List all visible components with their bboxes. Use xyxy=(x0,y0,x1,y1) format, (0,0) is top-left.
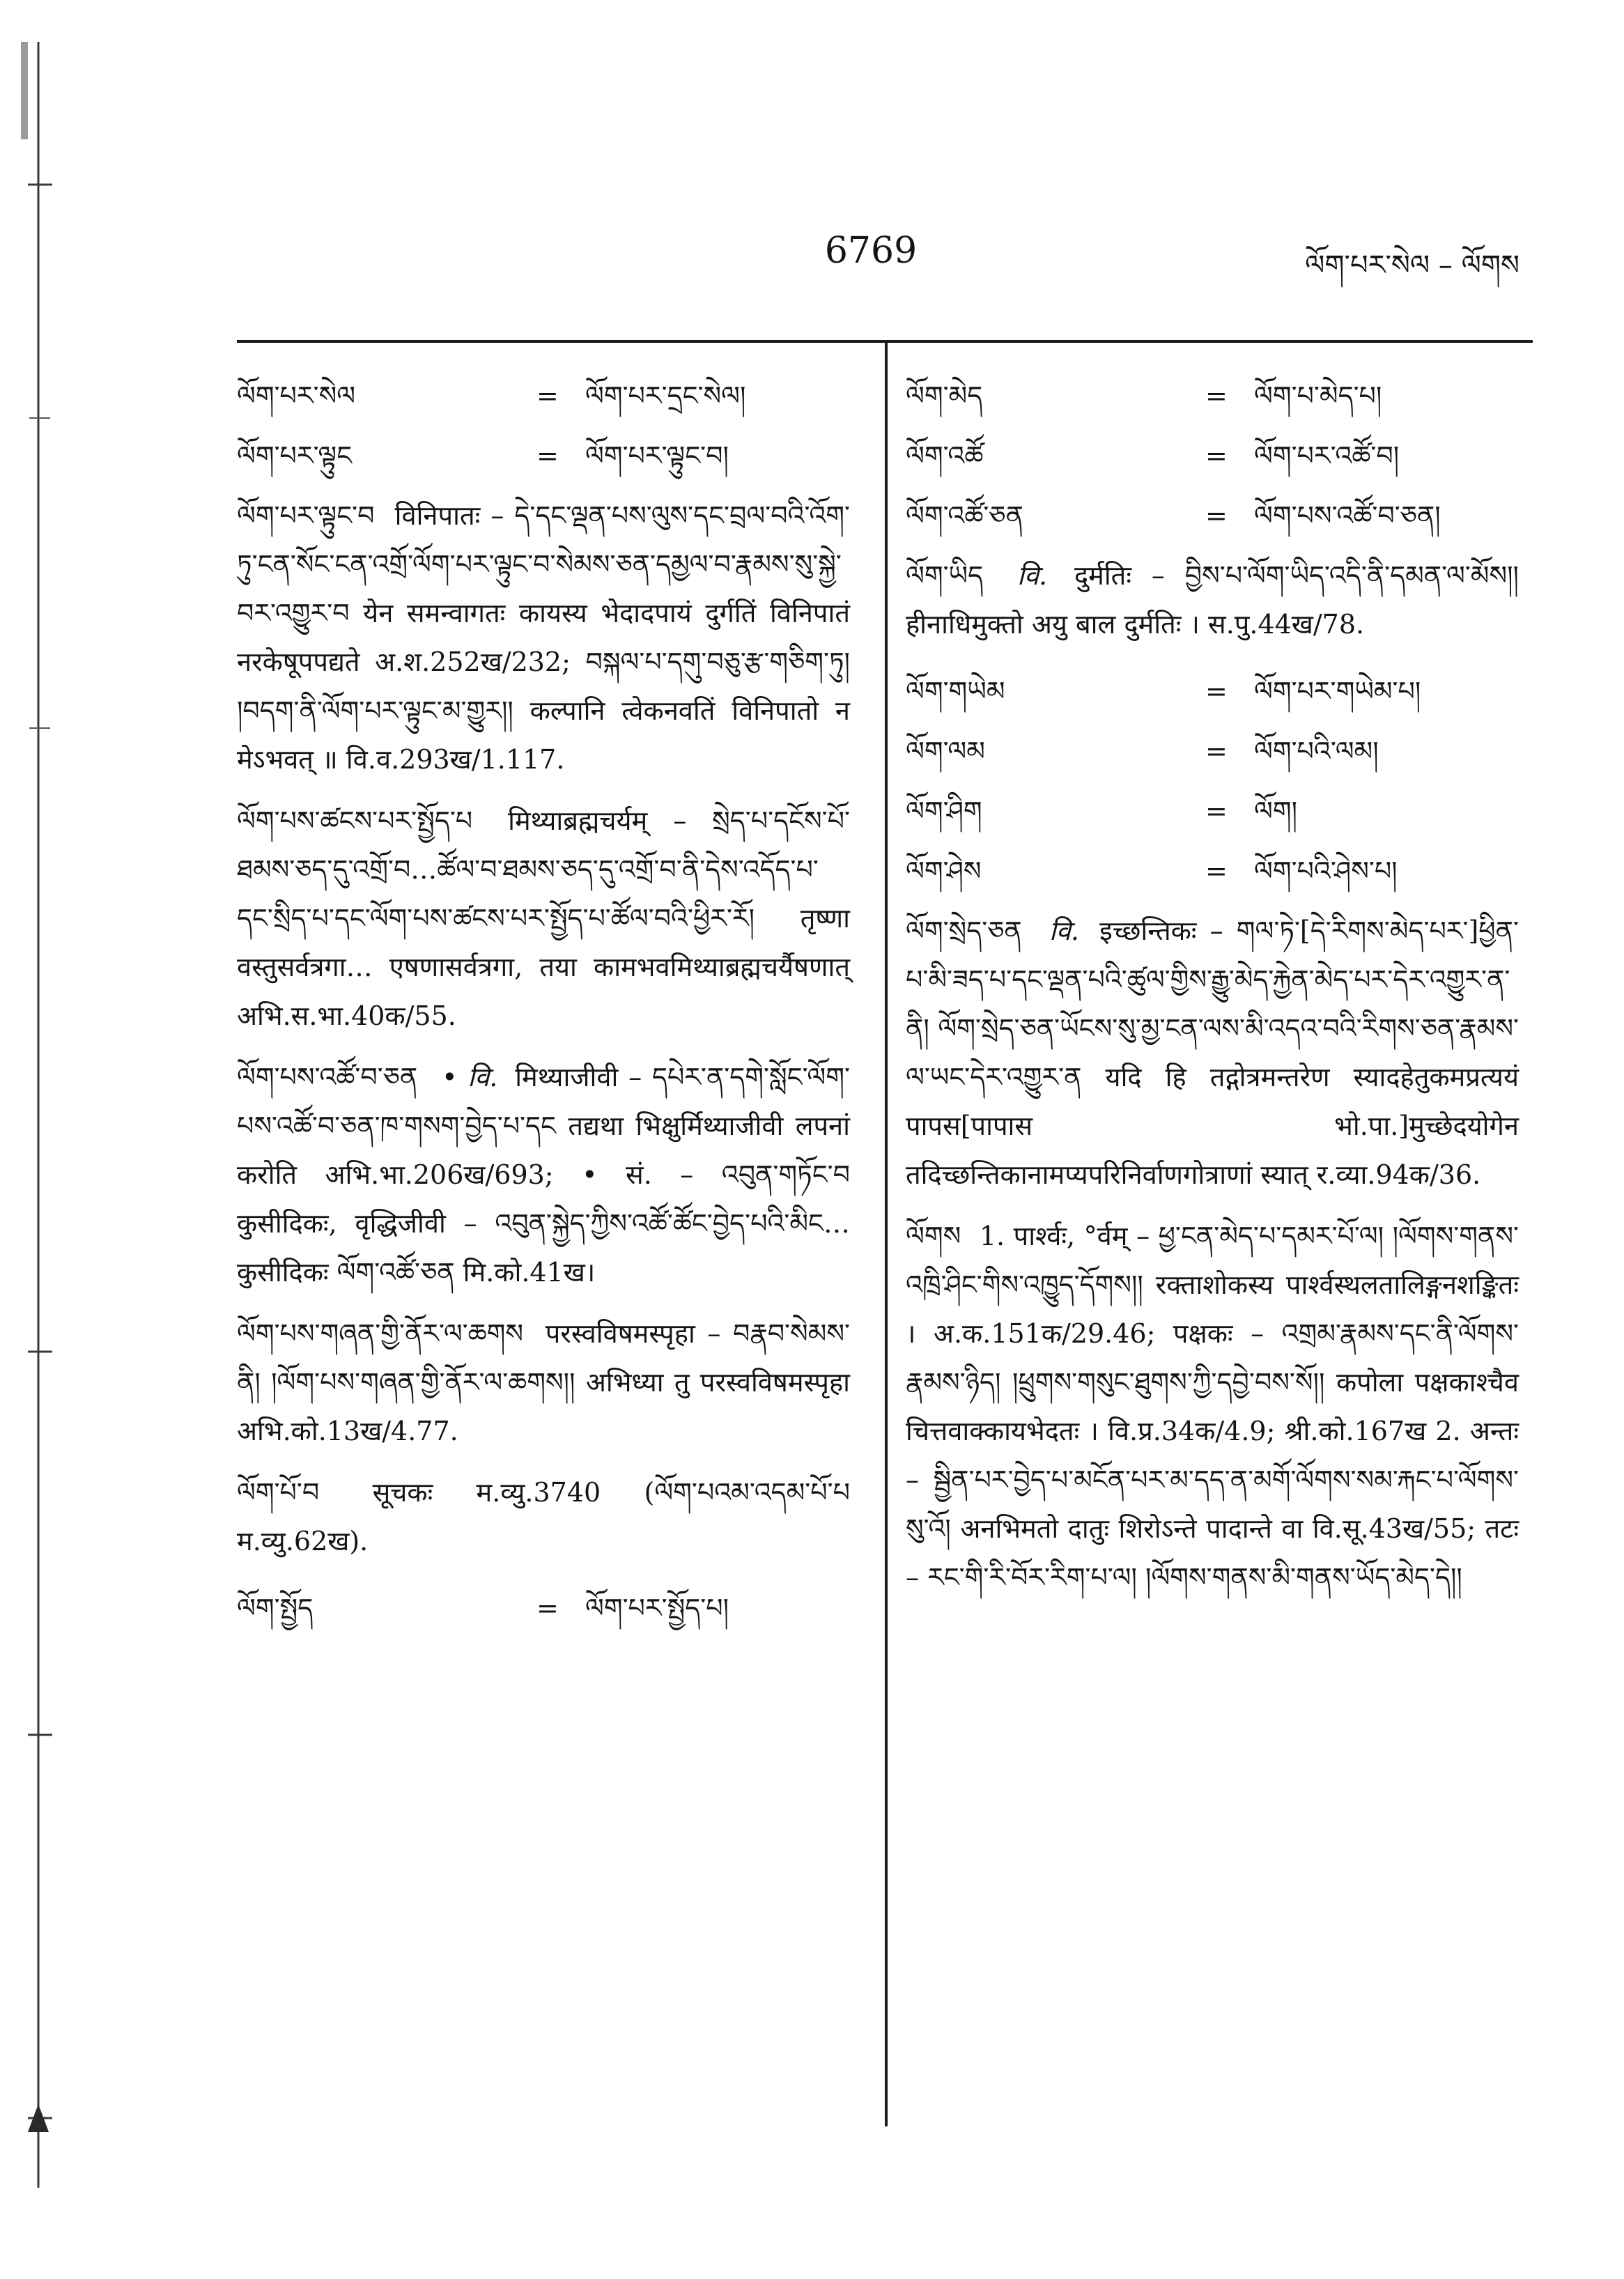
dictionary-entry xyxy=(906,906,1519,1199)
cross-reference xyxy=(906,721,1519,781)
cross-reference xyxy=(237,1578,850,1638)
headword: ལོག་འཚོ་ཅན xyxy=(906,500,1023,531)
entry-body: 1. पार्श्वः, °र्वम् – ཕྱ་ངན་མེད་པ་དམར་པོ་ལ། །ལོགས་གནས་འཁྲི་ཤིང་གིས་འཁྱུད་དོགས།། रक्ताशोकस्य पार्श्वस्थलतालिङ्गनशङ्कितः । अ.क.151क/29.46; पक्षकः – འགྲམ་རྣམས་དང་ནི་ལོགས་རྣམས་ཉིད། །ཕྲུགས་གསུང་ཐུགས་ཀྱི་དབྱེ་བས་སོ།། कपोला पक्षकाश्चैव चित्तवाक्कायभेदतः । वि.प्र.34क/4.9; श्री.को.167ख 2. अन्तः – སྦྱིན་པར་བྱེད་པ་མངོན་པར་མ་དད་ན་མགོ་ལོགས་སམ་རྐང་པ་ལོགས་སུ་འོ། अनभिमतो दातुः शिरोऽन्ते पादान्ते वा वि.सू.43ख/55; तटः – རང་གི་རི་བོར་རིག་པ་ལ། །ལོགས་གནས་མི་གནས་ཡོད་མེད་དེ།། xyxy=(906,1221,1519,1593)
equals-sign: = xyxy=(1205,856,1228,886)
headword: ལོག་པས་འཚོ་བ་ཅན xyxy=(237,1062,418,1092)
xref-target: ལོག་པའི་ཤེས་པ། xyxy=(1254,856,1398,886)
entry-body: इच्छन्तिकः – གལ་ཏེ་[དེ་རིགས་མེད་པར་]ཕྱིན་པ་མི་ཟད་པ་དང་ལྡན་པའི་ཚུལ་གྱིས་རྒྱུ་མེད་རྐྱེན་མེད་པར་དེར་འགྱུར་ན་ནི། ལོག་སྲེད་ཅན་ཡོངས་སུ་མྱ་ངན་ལས་མི་འདའ་བའི་རིགས་ཅན་རྣམས་ལ་ཡང་དེར་འགྱུར་ན यदि हि तद्गोत्रमन्तरेण स्यादहेतुकमप्रत्ययं पापस[पापास भो.पा.]मुच्छेदयोगेन तदिच्छन्तिकानामप्यपरिनिर्वाणगोत्राणां स्यात् र.व्या.94क/36. xyxy=(906,916,1519,1190)
cross-reference xyxy=(906,486,1519,546)
equals-sign: = xyxy=(536,380,559,411)
headword: ལོག་ལམ xyxy=(906,736,985,766)
cross-reference xyxy=(906,366,1519,426)
headword: ལོག་པས་ཚངས་པར་སྤྱོད་པ xyxy=(237,805,473,836)
xref-target: ལོག་པར་ལྟུང་བ། xyxy=(585,440,729,471)
dictionary-entry xyxy=(237,491,850,784)
dictionary-entry xyxy=(237,1053,850,1297)
headword: ལོག་སྲེད་ཅན xyxy=(906,916,1022,946)
cross-reference xyxy=(906,661,1519,721)
entry-body: परस्वविषमस्पृहा – བརྣབ་སེམས་ནི། །ལོག་པས་གཞན་གྱི་ནོར་ལ་ཆགས།། अभिध्या तु परस्वविषमस्पृहा अभि.को.13ख/4.77. xyxy=(237,1318,850,1446)
column-divider xyxy=(885,343,888,2126)
part-of-speech: • वि. xyxy=(442,1062,498,1092)
dictionary-entry xyxy=(237,1309,850,1455)
equals-sign: = xyxy=(1205,736,1228,766)
right-column xyxy=(906,366,1519,1614)
dictionary-entry xyxy=(237,796,850,1040)
equals-sign: = xyxy=(1205,380,1228,411)
headword: ལོག་ཡིད xyxy=(906,560,984,591)
page-number: 6769 xyxy=(824,230,918,272)
xref-target: ལོག་པར་འཚོ་བ། xyxy=(1254,440,1400,471)
entry-body: मिथ्याब्रह्मचर्यम् – སྲེད་པ་དངོས་པོ་ཐམས་ཅད་དུ་འགྲོ་བ…ཚོལ་བ་ཐམས་ཅད་དུ་འགྲོ་བ་ནི་དེས་འདོད་པ་དང་སྲིད་པ་དང་ལོག་པས་ཚངས་པར་སྤྱོད་པ་ཚོལ་བའི་ཕྱིར་རོ། तृष्णा वस्तुसर्वत्रगा… एषणासर्वत्रगा, तया कामभवमिथ्याब्रह्मचर्यैषणात् अभि.स.भा.40क/55. xyxy=(237,805,850,1031)
equals-sign: = xyxy=(1205,796,1228,826)
xref-target: ལོག། xyxy=(1254,796,1298,826)
headword: ལོག་འཚོ xyxy=(906,440,984,471)
equals-sign: = xyxy=(1205,676,1228,706)
dictionary-entry xyxy=(906,551,1519,649)
equals-sign: = xyxy=(1205,440,1228,471)
headword: ལོག་པོ་བ xyxy=(237,1477,320,1508)
equals-sign: = xyxy=(536,1593,559,1623)
headword: ལོག་མེད xyxy=(906,380,983,411)
running-head: ལོག་པར་སེལ – ལོགས xyxy=(1305,249,1519,281)
xref-target: ལོག་པར་གཡེམ་པ། xyxy=(1254,676,1421,706)
cross-reference xyxy=(237,426,850,486)
entry-body: दुर्मतिः – བྱིས་པ་ལོག་ཡིད་འདི་ནི་དམན་ལ་མོས།། हीनाधिमुक्तो अयु बाल दुर्मतिः । स.पु.44ख/78. xyxy=(906,560,1519,640)
xref-target: ལོག་པ་མེད་པ། xyxy=(1254,380,1382,411)
headword: ལོག་པར་ལྟུང xyxy=(237,440,353,471)
headword: ལོག་གཡེམ xyxy=(906,676,1005,706)
part-of-speech: वि. xyxy=(1049,916,1079,946)
xref-target: ལོག་པར་དྲང་སེལ། xyxy=(585,380,746,411)
headword: ལོག་པས་གཞན་གྱི་ནོར་ལ་ཆགས xyxy=(237,1318,524,1349)
xref-target: ལོག་པའི་ལམ། xyxy=(1254,736,1379,766)
cross-reference xyxy=(906,426,1519,486)
equals-sign: = xyxy=(536,440,559,471)
scan-margin-strip xyxy=(0,0,66,2276)
scan-edge-marks xyxy=(0,0,66,2276)
entry-body: विनिपातः – དེ་དང་ལྡན་པས་ལུས་དང་བྲལ་བའི་འོག་ཏུ་ངན་སོང་ངན་འགྲོ་ལོག་པར་ལྟུང་བ་སེམས་ཅན་དམྱལ་བ་རྣམས་སུ་སྐྱེ་བར་འགྱུར་བ येन समन्वागतः कायस्य भेदादपायं दुर्गतिं विनिपातं नरकेषूपपद्यते अ.श.252ख/232; བསྐལ་པ་དགུ་བཅུ་རྩ་གཅིག་ཏུ། །བདག་ནི་ལོག་པར་ལྟུང་མ་གྱུར།། कल्पानि त्वेकनवतिं विनिपातो न मेऽभवत् ॥ वि.व.293ख/1.117. xyxy=(237,500,850,775)
dictionary-entry xyxy=(237,1468,850,1566)
headword: ལོག་པར་སེལ xyxy=(237,380,356,411)
cross-reference xyxy=(237,366,850,426)
equals-sign: = xyxy=(1205,500,1228,531)
headword: ལོག་ཤིག xyxy=(906,796,982,826)
part-of-speech: वि. xyxy=(1017,560,1048,591)
headword: ལོགས xyxy=(906,1221,961,1251)
left-column xyxy=(237,366,850,1638)
cross-reference xyxy=(906,841,1519,901)
cross-reference xyxy=(906,781,1519,841)
xref-target: ལོག་པས་འཚོ་བ་ཅན། xyxy=(1254,500,1441,531)
dictionary-entry xyxy=(906,1212,1519,1602)
headword: ལོག་སྤྱོད xyxy=(237,1593,314,1623)
xref-target: ལོག་པར་སྤྱོད་པ། xyxy=(585,1593,729,1623)
entry-body: मिथ्याजीवी – དཔེར་ན་དགེ་སློང་ལོག་པས་འཚོ་བ་ཅན་ཁ་གསག་བྱེད་པ་དང तद्यथा भिक्षुर्मिथ्याजीवी लपनां करोति अभि.भा.206ख/693; • सं. – འབུན་གཏོང་བ कुसीदिकः, वृद्धिजीवी – འབུན་སྐྱེད་ཀྱིས་འཚོ་ཚོང་བྱེད་པའི་མིང… कुसीदिकः ལོག་འཚོ་ཅན मि.को.41ख। xyxy=(237,1062,850,1288)
headword: ལོག་ཤེས xyxy=(906,856,982,886)
headword: ལོག་པར་ལྟུང་བ xyxy=(237,500,375,531)
entry-body: सूचकः म.व्यु.3740 (ལོག་པའམ་འདམ་པོ་པ म.व्यु.62ख). xyxy=(237,1477,850,1556)
